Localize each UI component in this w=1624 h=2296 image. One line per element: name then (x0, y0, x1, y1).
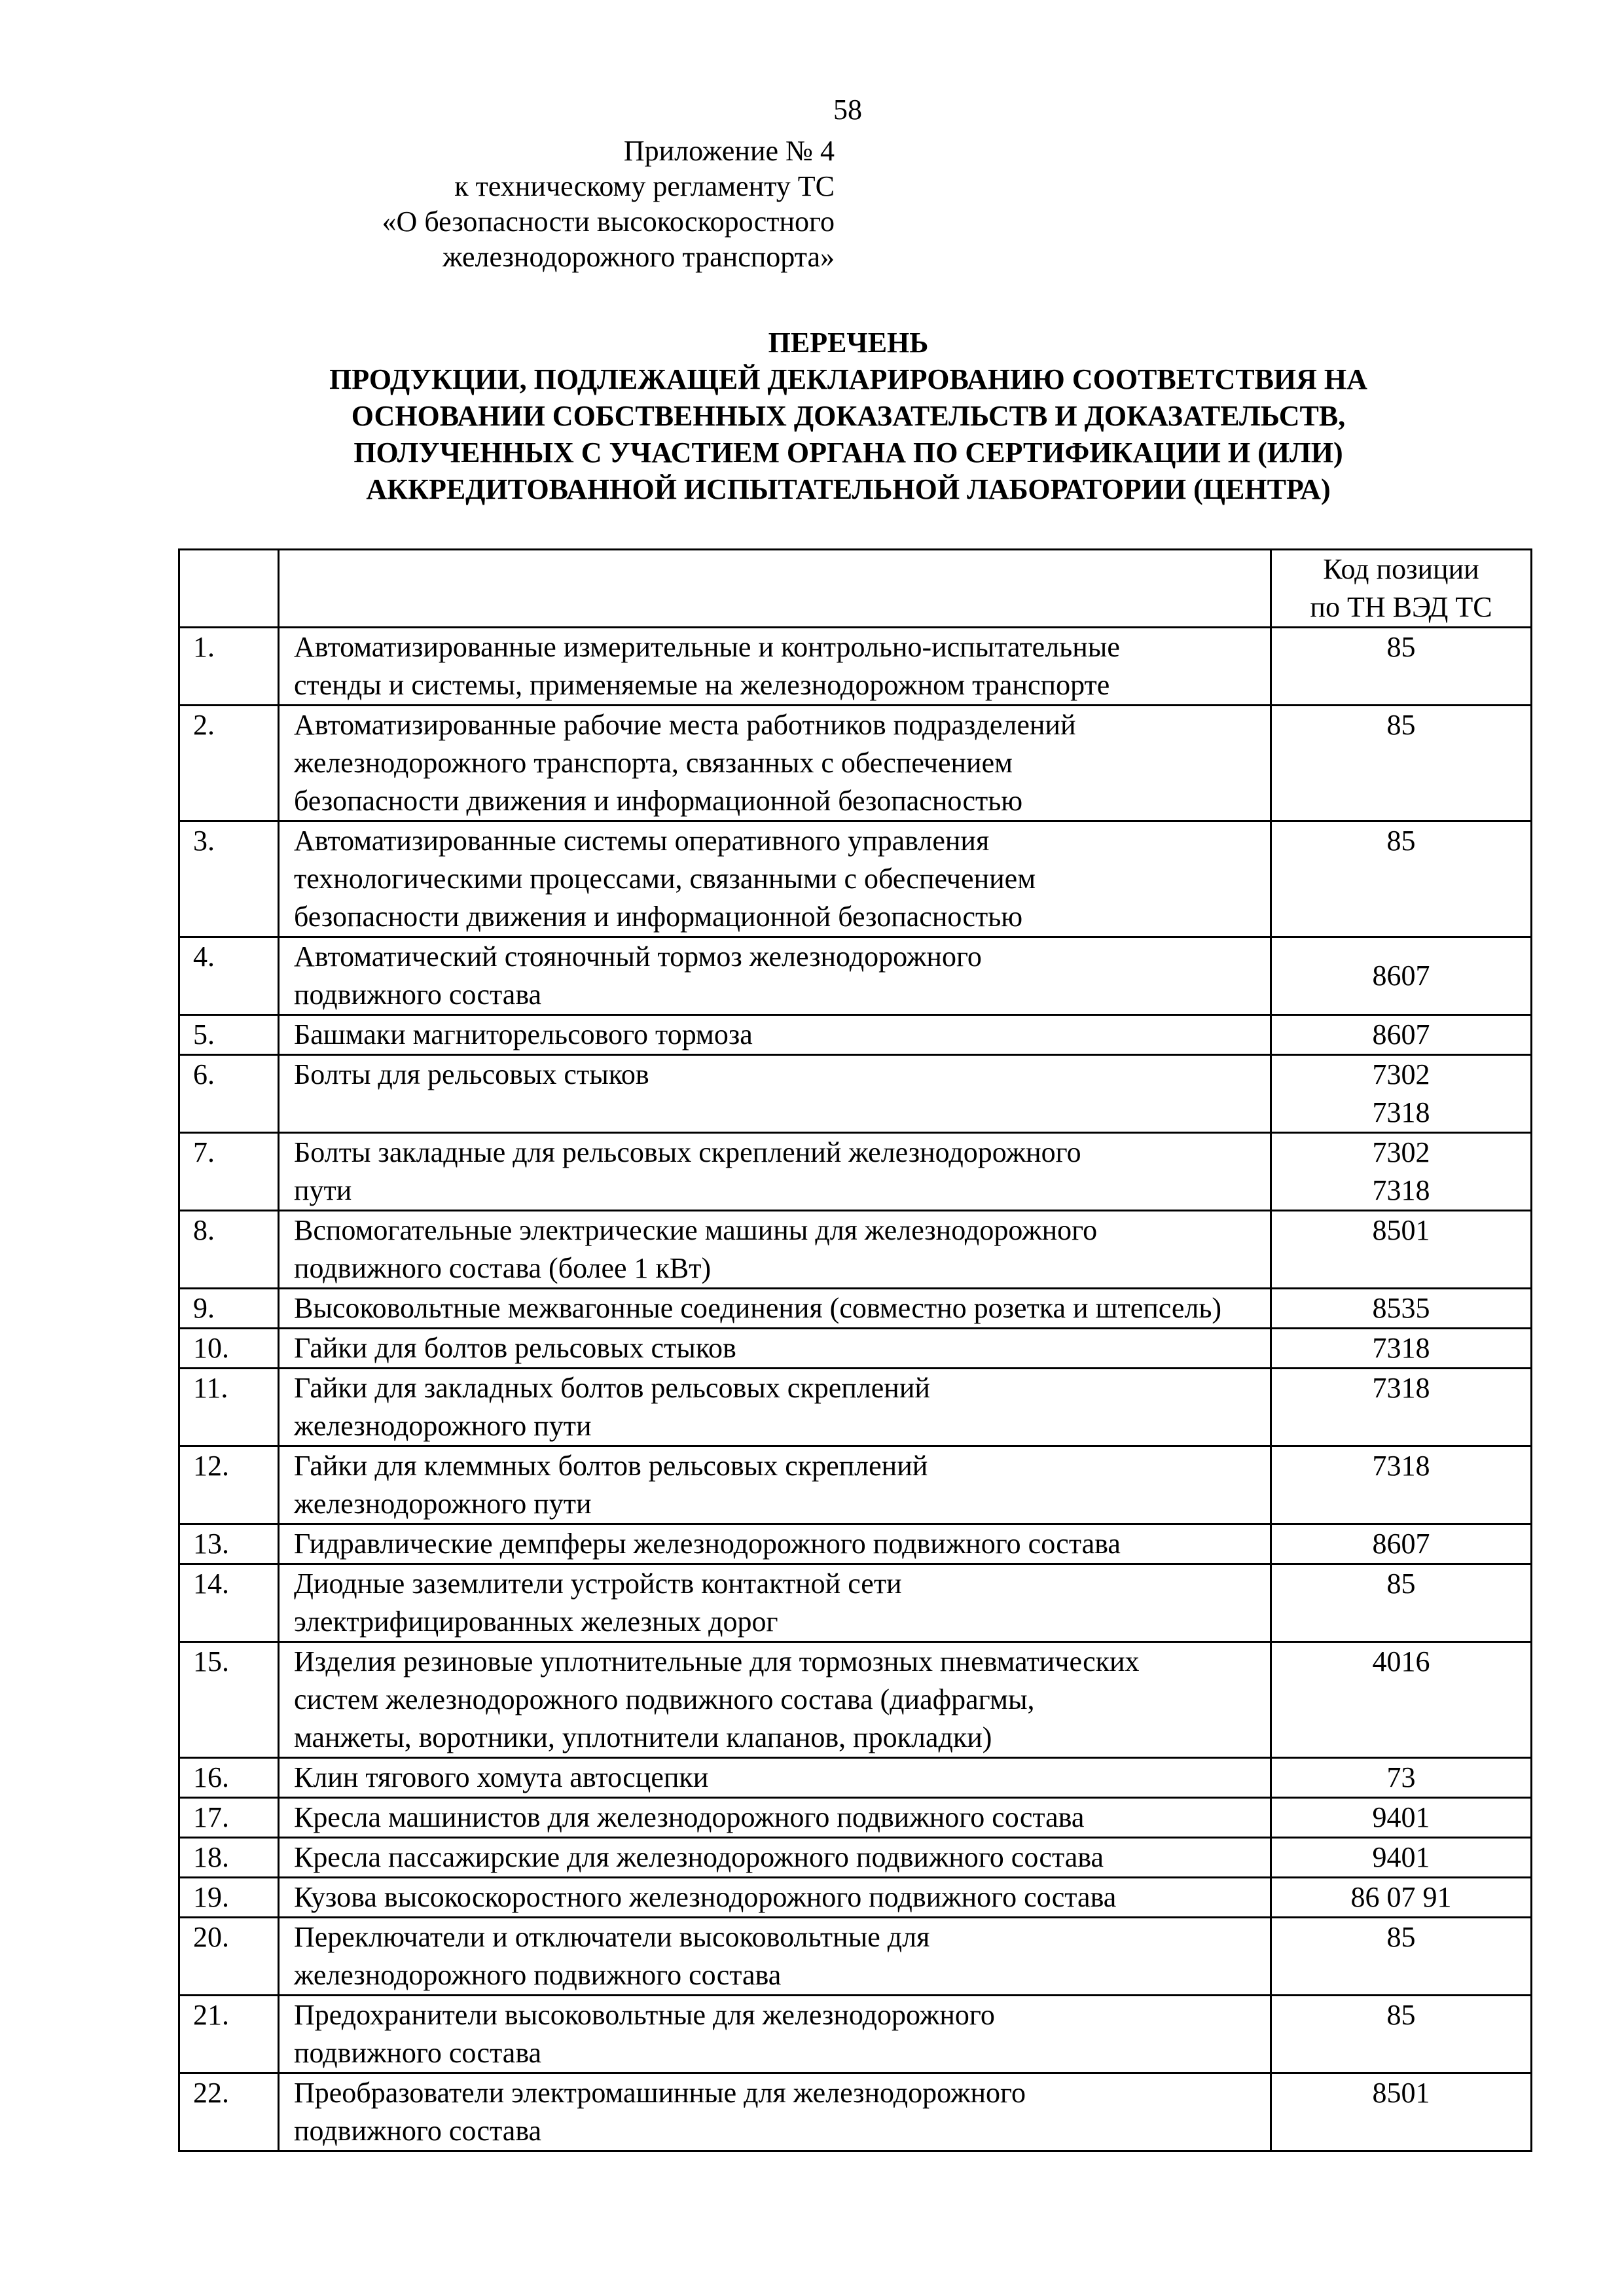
hs-code-line: 85 (1386, 1921, 1416, 1953)
product-name-cell (279, 706, 1271, 821)
product-name-line: безопасности движения и информационной безопасностью (294, 901, 1023, 933)
product-name-line: Изделия резиновые уплотнительные для тормозных пневматических (294, 1645, 1140, 1677)
product-name-cell (279, 1369, 1271, 1446)
hs-code-cell (1271, 1564, 1532, 1642)
product-name-line: подвижного состава (более 1 кВт) (294, 1252, 712, 1284)
header-code-line: Код позиции (1323, 553, 1479, 585)
hs-code-cell (1271, 1211, 1532, 1289)
table-row (179, 1838, 1532, 1878)
hs-code-cell (1271, 1015, 1532, 1055)
appendix-line: Приложение № 4 (623, 135, 835, 167)
hs-code-line: 8535 (1372, 1292, 1430, 1324)
hs-code-cell (1271, 1524, 1532, 1564)
row-number-cell: 21. (179, 1996, 279, 2073)
row-number-cell: 10. (179, 1329, 279, 1369)
product-name-cell (279, 937, 1271, 1015)
hs-code-cell (1271, 1446, 1532, 1524)
hs-code-cell (1271, 1369, 1532, 1446)
row-number-cell: 22. (179, 2073, 279, 2151)
product-name-line: Кресла машинистов для железнодорожного подвижного состава (294, 1801, 1085, 1833)
product-name-cell (279, 1524, 1271, 1564)
product-name-line: манжеты, воротники, уплотнители клапанов, прокладки) (294, 1721, 992, 1753)
appendix-line: железнодорожного транспорта» (442, 241, 835, 273)
document-heading (178, 325, 1519, 508)
table-row (179, 937, 1532, 1015)
hs-code-line: 7302 (1372, 1058, 1430, 1090)
product-name-cell (279, 821, 1271, 937)
product-name-line: Кресла пассажирские для железнодорожного подвижного состава (294, 1841, 1104, 1873)
appendix-reference (382, 134, 835, 275)
product-name-line: железнодорожного пути (294, 1488, 592, 1520)
heading-line: ОСНОВАНИИ СОБСТВЕННЫХ ДОКАЗАТЕЛЬСТВ И ДОКАЗАТЕЛЬСТВ, (351, 400, 1346, 432)
hs-code-line: 8607 (1372, 1018, 1430, 1050)
hs-code-cell (1271, 1838, 1532, 1878)
row-number-cell: 8. (179, 1211, 279, 1289)
row-number-cell: 6. (179, 1055, 279, 1133)
product-name-line: железнодорожного подвижного состава (294, 1959, 782, 1991)
row-number-cell: 1. (179, 628, 279, 706)
table-row (179, 706, 1532, 821)
product-name-line: Гайки для болтов рельсовых стыков (294, 1332, 736, 1364)
table-row (179, 628, 1532, 706)
table-row (179, 2073, 1532, 2151)
product-name-cell (279, 1133, 1271, 1211)
product-name-line: Болты для рельсовых стыков (294, 1058, 649, 1090)
hs-code-cell (1271, 706, 1532, 821)
hs-code-cell (1271, 1758, 1532, 1798)
hs-code-cell (1271, 1133, 1532, 1211)
product-name-cell (279, 1918, 1271, 1996)
product-name-line: Гайки для клеммных болтов рельсовых скреплений (294, 1450, 928, 1482)
product-name-line: подвижного состава (294, 978, 542, 1011)
appendix-line: «О безопасности высокоскоростного (382, 206, 835, 238)
product-name-line: подвижного состава (294, 2037, 542, 2069)
table-row (179, 1211, 1532, 1289)
hs-code-line: 73 (1386, 1761, 1416, 1793)
row-number-cell: 4. (179, 937, 279, 1015)
table-row (179, 1798, 1532, 1838)
hs-code-line: 7318 (1372, 1450, 1430, 1482)
product-name-line: Автоматизированные рабочие места работников подразделений (294, 709, 1076, 741)
row-number-cell: 16. (179, 1758, 279, 1798)
row-number-cell: 11. (179, 1369, 279, 1446)
heading-line: ПОЛУЧЕННЫХ С УЧАСТИЕМ ОРГАНА ПО СЕРТИФИКАЦИИ И (ИЛИ) (353, 437, 1343, 469)
product-name-cell (279, 1642, 1271, 1758)
product-name-cell (279, 1838, 1271, 1878)
row-number-cell: 7. (179, 1133, 279, 1211)
hs-code-cell (1271, 1918, 1532, 1996)
product-name-cell (279, 1446, 1271, 1524)
product-name-line: Высоковольтные межвагонные соединения (совместно розетка и штепсель) (294, 1292, 1222, 1324)
hs-code-line: 7318 (1372, 1372, 1430, 1404)
table-row (179, 1446, 1532, 1524)
hs-code-line: 86 07 91 (1350, 1881, 1452, 1913)
row-number-cell: 20. (179, 1918, 279, 1996)
row-number-cell: 5. (179, 1015, 279, 1055)
hs-code-line: 7318 (1372, 1174, 1430, 1206)
table-row (179, 821, 1532, 937)
hs-code-cell (1271, 1642, 1532, 1758)
product-name-line: Кузова высокоскоростного железнодорожного подвижного состава (294, 1881, 1117, 1913)
appendix-line: к техническому регламенту ТС (454, 170, 835, 202)
product-name-line: Преобразователи электромашинные для железнодорожного (294, 2077, 1026, 2109)
hs-code-line: 85 (1386, 1999, 1416, 2031)
hs-code-line: 8607 (1372, 960, 1430, 992)
product-name-cell (279, 1289, 1271, 1329)
header-num-cell (179, 550, 279, 628)
table-row (179, 1564, 1532, 1642)
hs-code-cell (1271, 937, 1532, 1015)
hs-code-line: 85 (1386, 1568, 1416, 1600)
hs-code-line: 85 (1386, 825, 1416, 857)
table-row (179, 1642, 1532, 1758)
product-name-line: Автоматический стояночный тормоз железнодорожного (294, 941, 982, 973)
hs-code-line: 85 (1386, 709, 1416, 741)
hs-code-cell (1271, 1878, 1532, 1918)
product-name-cell (279, 1055, 1271, 1133)
row-number-cell: 17. (179, 1798, 279, 1838)
product-name-line: электрифицированных железных дорог (294, 1605, 778, 1638)
hs-code-line: 9401 (1372, 1841, 1430, 1873)
product-name-cell (279, 1798, 1271, 1838)
header-name-cell (279, 550, 1271, 628)
product-name-line: железнодорожного транспорта, связанных с обеспечением (294, 747, 1013, 779)
table-row (179, 1329, 1532, 1369)
table-row (179, 1133, 1532, 1211)
table-header-row (179, 550, 1532, 628)
product-name-cell (279, 628, 1271, 706)
product-name-cell (279, 1996, 1271, 2073)
table-row (179, 1369, 1532, 1446)
product-name-line: подвижного состава (294, 2115, 542, 2147)
product-name-line: Башмаки магниторельсового тормоза (294, 1018, 753, 1050)
hs-code-line: 4016 (1372, 1645, 1430, 1677)
product-name-line: железнодорожного пути (294, 1410, 592, 1442)
product-name-cell (279, 2073, 1271, 2151)
hs-code-line: 8607 (1372, 1528, 1430, 1560)
table-row (179, 1524, 1532, 1564)
row-number-cell: 13. (179, 1524, 279, 1564)
table-row (179, 1996, 1532, 2073)
heading-line: ПРОДУКЦИИ, ПОДЛЕЖАЩЕЙ ДЕКЛАРИРОВАНИЮ СООТВЕТСТВИЯ НА (329, 363, 1367, 395)
hs-code-line: 8501 (1372, 1214, 1430, 1246)
product-name-line: систем железнодорожного подвижного состава (диафрагмы, (294, 1683, 1035, 1715)
row-number-cell: 14. (179, 1564, 279, 1642)
row-number-cell: 19. (179, 1878, 279, 1918)
product-name-cell (279, 1329, 1271, 1369)
product-name-line: Переключатели и отключатели высоковольтные для (294, 1921, 930, 1953)
product-name-line: Автоматизированные измерительные и контрольно-испытательные (294, 631, 1120, 663)
hs-code-line: 9401 (1372, 1801, 1430, 1833)
row-number-cell: 2. (179, 706, 279, 821)
table-row (179, 1918, 1532, 1996)
product-name-cell (279, 1878, 1271, 1918)
hs-code-line: 7318 (1372, 1096, 1430, 1128)
hs-code-cell (1271, 1289, 1532, 1329)
product-name-cell (279, 1758, 1271, 1798)
product-name-line: Вспомогательные электрические машины для железнодорожного (294, 1214, 1098, 1246)
heading-line: АККРЕДИТОВАННОЙ ИСПЫТАТЕЛЬНОЙ ЛАБОРАТОРИИ (ЦЕНТРА) (366, 473, 1331, 505)
product-name-line: Автоматизированные системы оперативного управления (294, 825, 990, 857)
product-name-line: Диодные заземлители устройств контактной сети (294, 1568, 902, 1600)
hs-code-cell (1271, 821, 1532, 937)
row-number-cell: 15. (179, 1642, 279, 1758)
row-number-cell: 9. (179, 1289, 279, 1329)
page-number: 58 (833, 94, 862, 126)
table-row (179, 1055, 1532, 1133)
row-number-cell: 3. (179, 821, 279, 937)
hs-code-cell (1271, 1996, 1532, 2073)
row-number-cell: 12. (179, 1446, 279, 1524)
heading-line: ПЕРЕЧЕНЬ (768, 327, 929, 359)
product-name-line: Предохранители высоковольтные для железнодорожного (294, 1999, 995, 2031)
hs-code-cell (1271, 1798, 1532, 1838)
hs-code-line: 85 (1386, 631, 1416, 663)
header-code-cell (1271, 550, 1532, 628)
table-row (179, 1289, 1532, 1329)
product-name-cell (279, 1564, 1271, 1642)
product-name-cell (279, 1015, 1271, 1055)
table-row (179, 1758, 1532, 1798)
product-name-line: Гайки для закладных болтов рельсовых скреплений (294, 1372, 930, 1404)
product-name-line: стенды и системы, применяемые на железнодорожном транспорте (294, 669, 1110, 701)
hs-code-cell (1271, 628, 1532, 706)
hs-code-cell (1271, 1329, 1532, 1369)
hs-code-cell (1271, 2073, 1532, 2151)
product-name-line: пути (294, 1174, 352, 1206)
product-name-cell (279, 1211, 1271, 1289)
product-name-line: Гидравлические демпферы железнодорожного подвижного состава (294, 1528, 1121, 1560)
product-name-line: Болты закладные для рельсовых скреплений железнодорожного (294, 1136, 1081, 1168)
product-name-line: безопасности движения и информационной безопасностью (294, 785, 1023, 817)
hs-code-line: 7318 (1372, 1332, 1430, 1364)
hs-code-line: 7302 (1372, 1136, 1430, 1168)
header-code-line: по ТН ВЭД ТС (1310, 591, 1492, 623)
product-name-line: Клин тягового хомута автосцепки (294, 1761, 709, 1793)
table-row (179, 1015, 1532, 1055)
table-row (179, 1878, 1532, 1918)
hs-code-cell (1271, 1055, 1532, 1133)
product-list-table (178, 548, 1532, 2152)
row-number-cell: 18. (179, 1838, 279, 1878)
hs-code-line: 8501 (1372, 2077, 1430, 2109)
product-name-line: технологическими процессами, связанными с обеспечением (294, 863, 1036, 895)
